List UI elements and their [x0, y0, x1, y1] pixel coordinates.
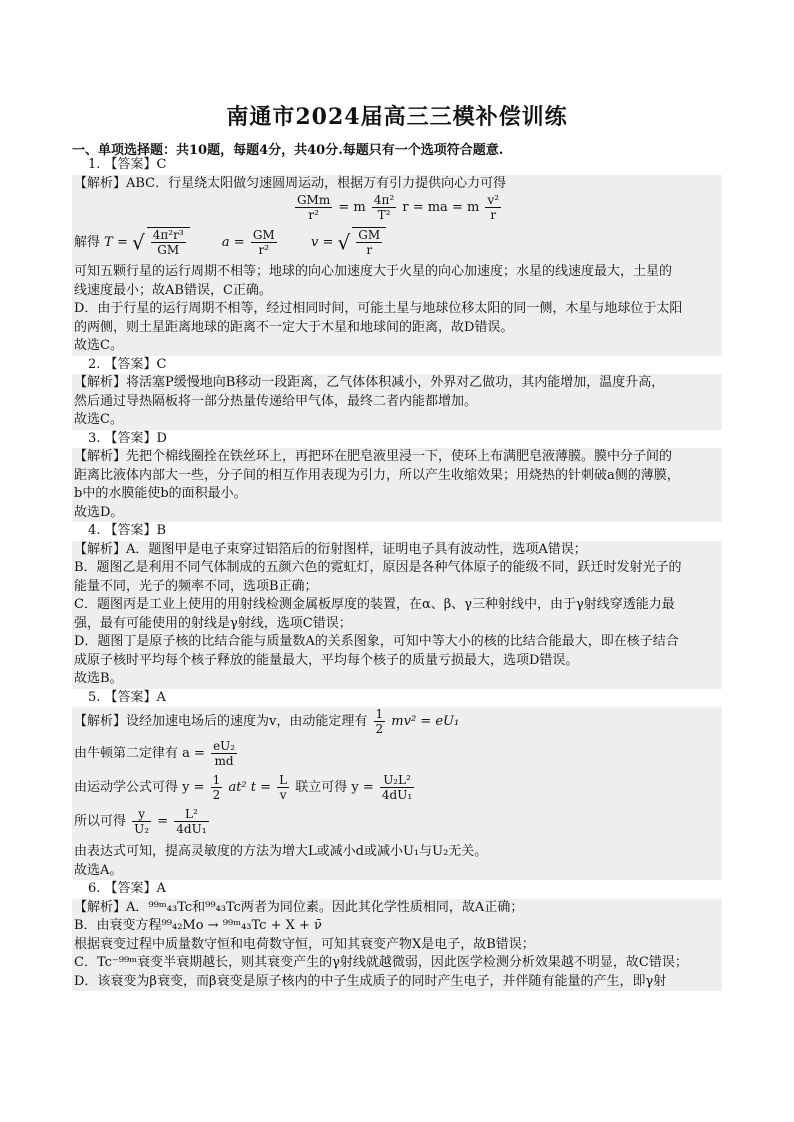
answer-3: 3. 【答案】D: [88, 430, 167, 446]
analysis-1: 【解析】ABC．行星绕太阳做匀速圆周运动，根据万有引力提供向心力可得 $\frac{\text{GMm}}{\text{r²}}$ = m $\frac{\text{4π²}}{\text{T²}}$ r = ma = m $\frac{\text{v²}}{r}$ 解得 T = √ $\frac{\text{4π²r³}}{GM}$ a = $\frac{GM}{\text{r²}}$ v = √ $\frac{GM}{r}$ 可知五颗行星的运行周期不相等；地球的向心加速度大于火星的向心加速度；水星的线速度最大，土星的 线速度最小；故AB错误，C正确。 D．由于行星的运行周期不相等，经过相同时间，可能土星与地球位移太阳的同一侧，木星与地球位于太阳 的两侧，则土星距离地球的距离不一定大于木星和地球间的距离，故D错误。 故选C。: [72, 175, 722, 356]
answer-1: 1. 【答案】C: [88, 157, 167, 172]
answer-6: 6. 【答案】A: [88, 881, 166, 896]
analysis-5: 【解析】设经加速电场后的速度为v，由动能定理有 $\frac{1}{2}$ mv² = eU₁ 由牛顿第二定律有 a = $\frac{\text{eU₂}}{md}$ 由运动学公式可得 y = $\frac{1}{2}$ at² t = $\frac{L}{v}$ 联立可得 y = $\frac{\text{U₂L²}}{\text{4dU₁}}$ 所以可得 $\frac{y}{\text{U₂}}$ = $\frac{\text{L²}}{\text{4dU₁}}$ 由表达式可知，提高灵敏度的方法为增大L或减小d或减小U₁与U₂无关。 故选A。: [72, 707, 722, 880]
solution-1: 解得 T = √ $\frac{\text{4π²r³}}{GM}$ a = $\frac{GM}{\text{r²}}$ v = √ $\frac{GM}{r}$: [72, 227, 722, 263]
section-heading: 一、单项选择题：共10题，每题4分，共40分.每题只有一个选项符合题意.: [72, 143, 504, 158]
answer-4: 4. 【答案】B: [88, 523, 167, 538]
page-title: 南通市2024届高三三模补偿训练: [226, 104, 568, 130]
document-body: [72, 156, 722, 991]
analysis-4: 【解析】A．题图甲是电子束穿过铝箔后的衍射图样，证明电子具有波动性，选项A错误； B．题图乙是利用不同气体制成的五颜六色的霓虹灯，原因是各种气体原子的能级不同，跃迁时发射光子的 能量不同，光子的频率不同，选项B正确； C．题图丙是工业上使用的用射线检测金属板厚度的装置，在α、β、γ三种射线中，由于γ射线穿透能力最 强，最有可能使用的射线是γ射线，选项C错误； D．题图丁是原子核的比结合能与质量数A的关系图象，可知中等大小的核的比结合能最大，即在核子结合 成原子核时平均每个核子释放的能量最大，平均每个核子的质量亏损最大，选项D错误。 故选B。: [72, 541, 722, 689]
answer-5: 5. 【答案】A: [88, 689, 166, 705]
analysis-2: 【解析】将活塞P缓慢地向B移动一段距离，乙气体体积减小，外界对乙做功，其内能增加，温度升高， 然后通过导热隔板将一部分热量传递给甲气体，最终二者内能都增加。 故选C。: [72, 374, 722, 430]
analysis-3: 【解析】先把个棉线圈拴在铁丝环上，再把环在肥皂液里浸一下，使环上布满肥皂液薄膜。膜中分子间的 距离比液体内部大一些，分子间的相互作用表现为引力，所以产生收缩效果；用烧热的针刺破a侧的薄膜， b中的水膜能使b的面积最小。 故选D。: [72, 448, 722, 522]
equation-1: $\frac{\text{GMm}}{\text{r²}}$ = m $\frac{\text{4π²}}{\text{T²}}$ r = ma = m $\frac{\text{v²}}{r}$: [296, 193, 500, 222]
answer-2: 2. 【答案】C: [88, 356, 167, 372]
analysis-6: 【解析】A．⁹⁹ᵐ₄₃Tc和⁹⁹₄₃Tc两者为同位素。因此其化学性质相同，故A正确； B．由衰变方程⁹⁹₄₂Mo → ⁹⁹ᵐ₄₃Tc + X + ν̄ 根据衰变过程中质量数守恒和电荷数守恒，可知其衰变产物X是电子，故B错误； C．Tc⁻⁹⁹ᵐ衰变半衰期越长，则其衰变产生的γ射线就越微弱，因此医学检测分析效果越不明显，故C错误； D．该衰变为β衰变，而β衰变是原子核内的中子生成质子的同时产生电子，并伴随有能量的产生，即γ射: [72, 899, 722, 992]
